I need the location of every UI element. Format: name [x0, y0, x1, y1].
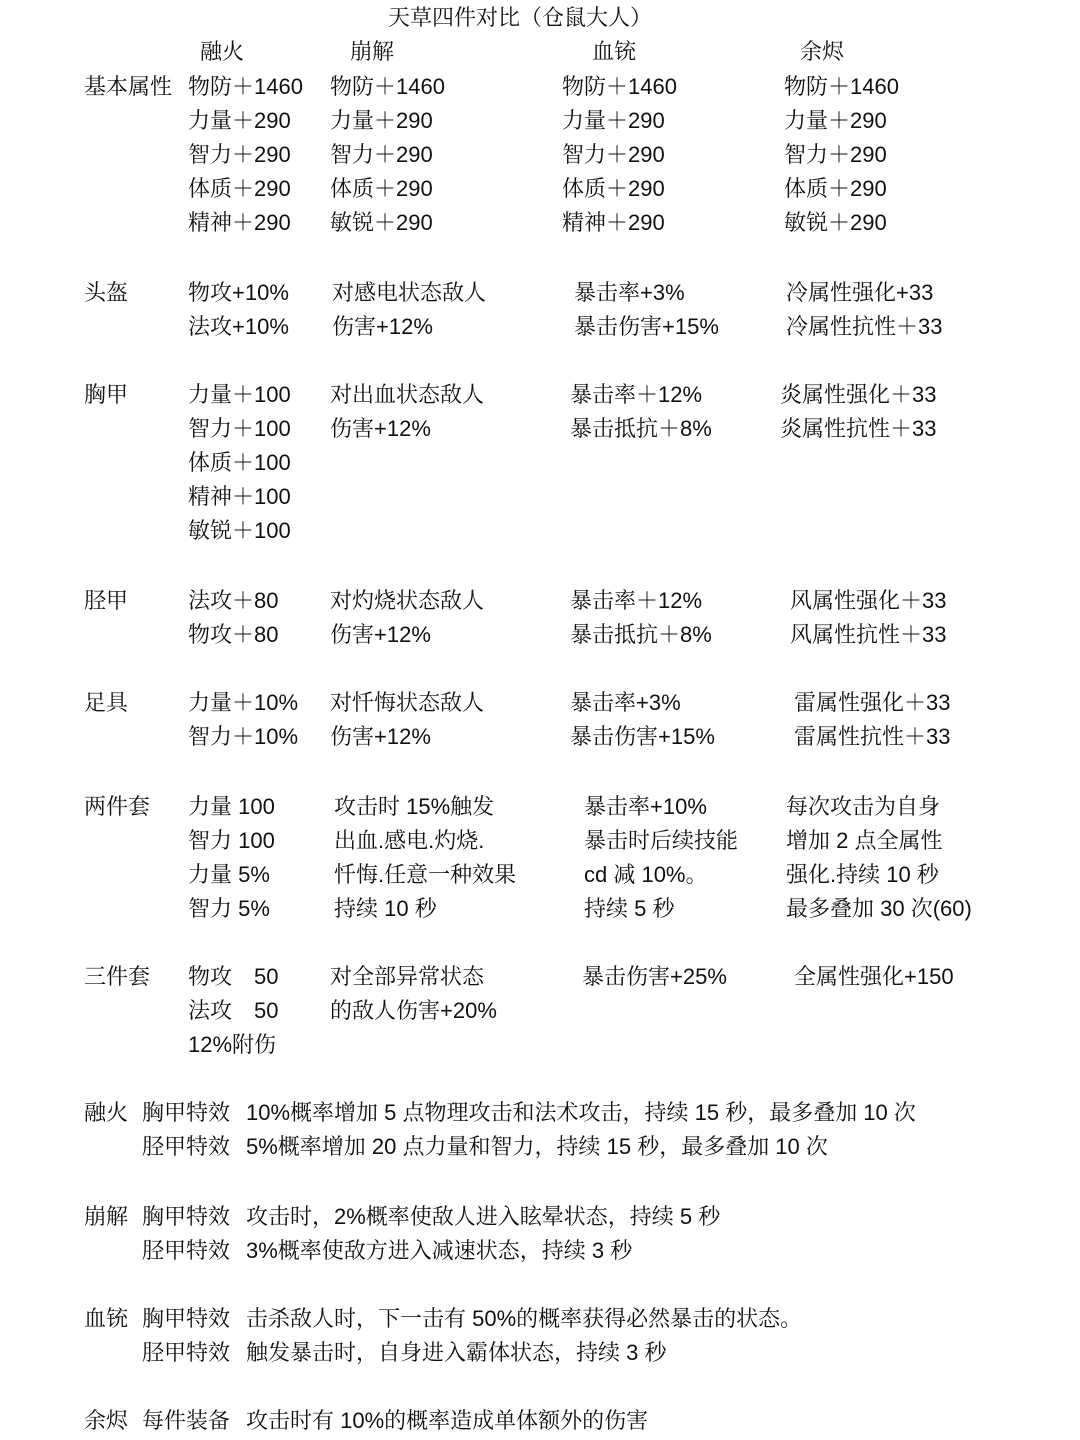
stat-line: 持续 5 秒 [584, 896, 675, 921]
stat-line: 智力＋10% [188, 724, 299, 749]
stat-line: 出血.感电.灼烧. [334, 828, 485, 853]
stat-line: 力量＋290 [188, 108, 291, 133]
section-label: 头盔 [84, 280, 129, 305]
stat-line: 力量＋290 [562, 108, 665, 133]
set-column-0 [188, 790, 275, 926]
set-column-1 [334, 790, 516, 926]
effect-slot: 胸甲特效 [142, 1204, 231, 1229]
set-name-ronghuo: 融火 [200, 39, 245, 64]
stat-line: 伤害+12% [330, 622, 431, 647]
set-column-1 [330, 70, 445, 240]
stat-line: 法攻+10% [188, 314, 289, 339]
set-column-3 [786, 276, 942, 344]
effect-description: 10%概率增加 5 点物理攻击和法术攻击，持续 15 秒，最多叠加 10 次 [246, 1100, 916, 1125]
set-name-yujin: 余烬 [800, 39, 845, 64]
stat-line: 雷属性强化＋33 [794, 690, 951, 715]
stat-line: 对忏悔状态敌人 [330, 690, 485, 715]
stat-line: 暴击率+3% [574, 280, 685, 305]
page-title: 天草四件对比（仓鼠大人） [387, 5, 652, 30]
stat-line: 的敌人伤害+20% [330, 998, 497, 1023]
stat-line: 全属性强化+150 [794, 964, 954, 989]
effect-slot: 胫甲特效 [142, 1340, 231, 1365]
stat-line: 体质＋290 [188, 176, 291, 201]
stat-line: 暴击伤害+25% [582, 964, 727, 989]
section-label: 足具 [84, 690, 129, 715]
set-column-0 [188, 276, 289, 344]
stat-line: 物防＋1460 [784, 74, 899, 99]
stat-line: 力量＋290 [330, 108, 433, 133]
stat-line: 攻击时 15%触发 [334, 794, 495, 819]
stat-line: 忏悔.任意一种效果 [334, 862, 517, 887]
stat-line: 暴击率＋12% [570, 382, 703, 407]
section-label: 胫甲 [84, 588, 129, 613]
stat-line: 力量＋10% [188, 690, 299, 715]
set-column-3 [780, 378, 936, 446]
stat-line: 智力＋290 [784, 142, 887, 167]
stat-line: 体质＋290 [784, 176, 887, 201]
section-label: 三件套 [84, 964, 151, 989]
set-column-3 [790, 584, 946, 652]
stat-line: 暴击抵抗＋8% [570, 622, 712, 647]
stat-line: 体质＋290 [562, 176, 665, 201]
set-column-1 [330, 686, 484, 754]
stat-line: 风属性强化＋33 [790, 588, 947, 613]
set-column-2 [570, 378, 712, 446]
stat-line: 力量 5% [188, 862, 270, 887]
effect-row [142, 1234, 632, 1268]
stat-line: 伤害+12% [332, 314, 433, 339]
stat-line: 智力＋290 [562, 142, 665, 167]
stat-line: cd 减 10%。 [584, 862, 708, 887]
stat-line: 暴击伤害+15% [574, 314, 719, 339]
set-column-0 [188, 378, 291, 548]
stat-line: 增加 2 点全属性 [786, 828, 943, 853]
set-column-1 [330, 960, 497, 1028]
stat-line: 炎属性强化＋33 [780, 382, 937, 407]
stat-line: 强化.持续 10 秒 [786, 862, 939, 887]
stat-line: 精神＋100 [188, 484, 291, 509]
stat-line: 风属性抗性＋33 [790, 622, 947, 647]
set-column-0 [188, 584, 278, 652]
set-column-1 [330, 584, 484, 652]
set-column-0 [188, 960, 278, 1062]
effect-set-name: 崩解 [84, 1204, 129, 1229]
stat-line: 冷属性抗性＋33 [786, 314, 943, 339]
effect-description: 5%概率增加 20 点力量和智力，持续 15 秒，最多叠加 10 次 [246, 1134, 828, 1159]
set-name-bengjie: 崩解 [350, 39, 395, 64]
set-column-3 [794, 686, 950, 754]
effect-row [142, 1200, 720, 1234]
effect-set-name: 余烬 [84, 1408, 129, 1433]
stat-line: 伤害+12% [330, 416, 431, 441]
effect-slot: 胸甲特效 [142, 1100, 231, 1125]
effect-description: 攻击时，2%概率使敌人进入眩晕状态，持续 5 秒 [246, 1204, 721, 1229]
section-label: 基本属性 [84, 74, 173, 99]
stat-line: 每次攻击为自身 [786, 794, 941, 819]
stat-line: 智力 5% [188, 896, 270, 921]
stat-line: 精神＋290 [562, 210, 665, 235]
stat-line: 对出血状态敌人 [330, 382, 485, 407]
set-column-2 [584, 790, 738, 926]
set-column-1 [330, 378, 484, 446]
stat-line: 暴击伤害+15% [570, 724, 715, 749]
stat-line: 敏锐＋290 [784, 210, 887, 235]
set-column-0 [188, 686, 298, 754]
stat-line: 暴击率+3% [570, 690, 681, 715]
effect-row [142, 1096, 916, 1130]
effect-slot: 胫甲特效 [142, 1134, 231, 1159]
set-column-2 [582, 960, 727, 994]
effect-set-name: 融火 [84, 1100, 129, 1125]
section-label: 两件套 [84, 794, 151, 819]
stat-line: 炎属性抗性＋33 [780, 416, 937, 441]
set-column-3 [786, 790, 972, 926]
stat-line: 体质＋290 [330, 176, 433, 201]
stat-line: 对感电状态敌人 [332, 280, 487, 305]
stat-line: 力量 100 [188, 794, 275, 819]
stat-line: 敏锐＋100 [188, 518, 291, 543]
stat-line: 持续 10 秒 [334, 896, 437, 921]
stat-line: 对全部异常状态 [330, 964, 485, 989]
stat-line: 雷属性抗性＋33 [794, 724, 951, 749]
set-column-3 [794, 960, 954, 994]
stat-line: 物攻 50 [188, 964, 279, 989]
stat-line: 物防＋1460 [188, 74, 303, 99]
stat-line: 最多叠加 30 次(60) [786, 896, 972, 921]
effect-slot: 每件装备 [142, 1408, 231, 1433]
section-label: 胸甲 [84, 382, 129, 407]
stat-line: 暴击率＋12% [570, 588, 703, 613]
set-name-xuechong: 血铳 [592, 39, 637, 64]
set-column-2 [570, 584, 712, 652]
stat-line: 伤害+12% [330, 724, 431, 749]
stat-line: 对灼烧状态敌人 [330, 588, 485, 613]
effect-row [142, 1404, 648, 1438]
stat-line: 体质＋100 [188, 450, 291, 475]
stat-line: 物攻+10% [188, 280, 289, 305]
set-column-2 [570, 686, 715, 754]
effect-slot: 胫甲特效 [142, 1238, 231, 1263]
effect-row [142, 1130, 828, 1164]
stat-line: 冷属性强化+33 [786, 280, 934, 305]
stat-line: 智力＋100 [188, 416, 291, 441]
stat-line: 敏锐＋290 [330, 210, 433, 235]
stat-line: 物防＋1460 [330, 74, 445, 99]
stat-line: 智力 100 [188, 828, 275, 853]
stat-line: 法攻 50 [188, 998, 279, 1023]
stat-line: 精神＋290 [188, 210, 291, 235]
set-column-2 [574, 276, 719, 344]
set-column-3 [784, 70, 899, 240]
stat-line: 力量＋290 [784, 108, 887, 133]
stat-line: 物攻＋80 [188, 622, 279, 647]
stat-line: 智力＋290 [330, 142, 433, 167]
stat-line: 智力＋290 [188, 142, 291, 167]
stat-line: 暴击率+10% [584, 794, 707, 819]
effect-description: 击杀敌人时，下一击有 50%的概率获得必然暴击的状态。 [246, 1306, 803, 1331]
effect-slot: 胸甲特效 [142, 1306, 231, 1331]
effect-description: 触发暴击时，自身进入霸体状态，持续 3 秒 [246, 1340, 667, 1365]
effect-description: 3%概率使敌方进入减速状态，持续 3 秒 [246, 1238, 633, 1263]
stat-line: 12%附伤 [188, 1032, 277, 1057]
stat-line: 力量＋100 [188, 382, 291, 407]
effect-description: 攻击时有 10%的概率造成单体额外的伤害 [246, 1408, 649, 1433]
set-column-1 [332, 276, 486, 344]
effect-row [142, 1336, 666, 1370]
set-column-0 [188, 70, 303, 240]
stat-line: 暴击抵抗＋8% [570, 416, 712, 441]
set-column-2 [562, 70, 677, 240]
effect-set-name: 血铳 [84, 1306, 129, 1331]
stat-line: 暴击时后续技能 [584, 828, 739, 853]
stat-line: 法攻＋80 [188, 588, 279, 613]
stat-line: 物防＋1460 [562, 74, 677, 99]
effect-row [142, 1302, 802, 1336]
